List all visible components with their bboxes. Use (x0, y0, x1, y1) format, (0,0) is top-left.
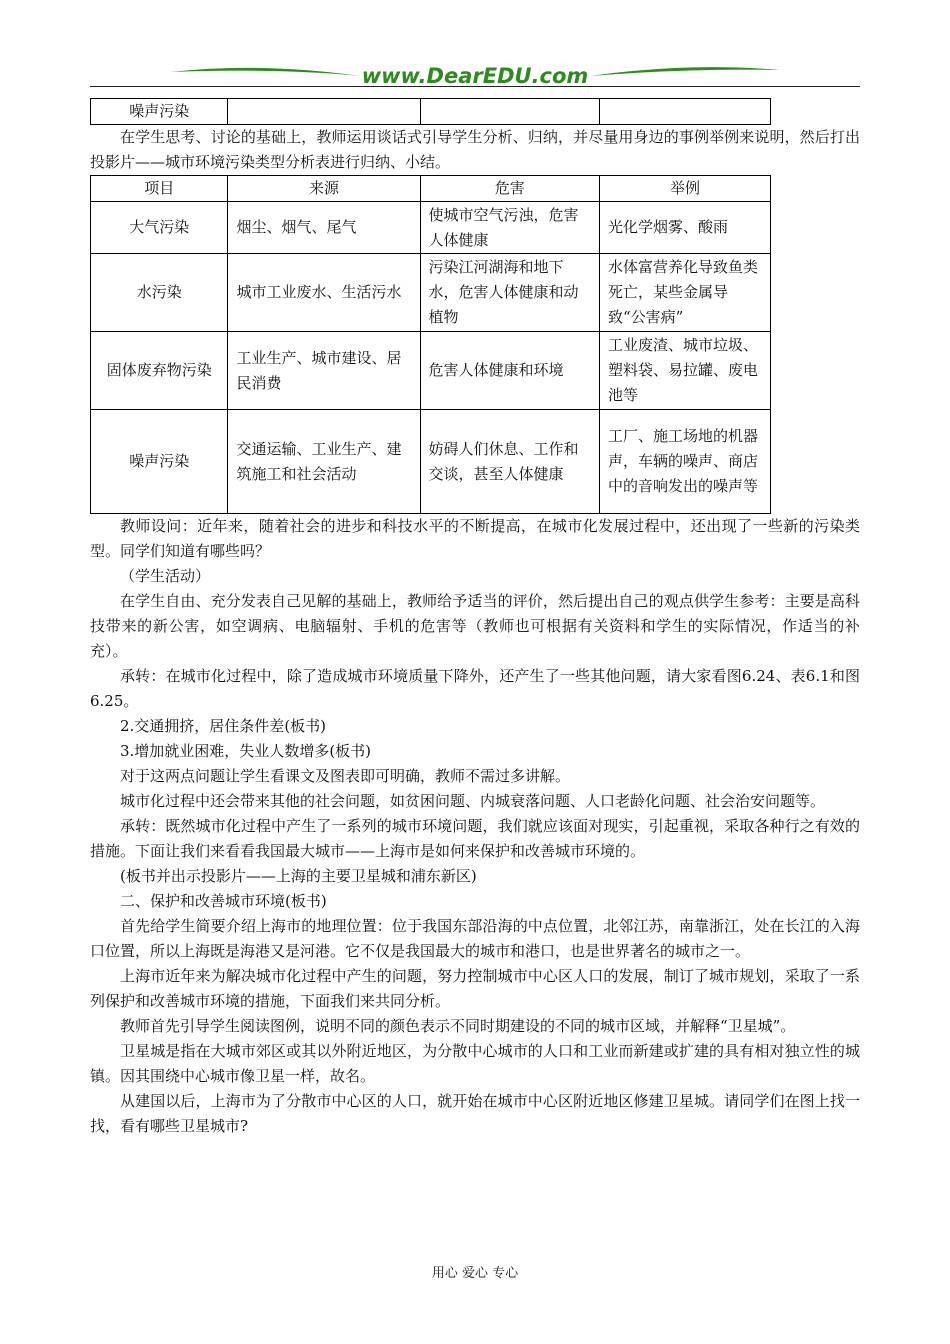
paragraph: 在学生思考、讨论的基础上，教师运用谈话式引导学生分析、归纳，并尽量用身边的事例举例来说明，然后打出投影片——城市环境污染类型分析表进行归纳、小结。 (90, 128, 860, 171)
lesson-paragraphs (90, 514, 860, 1139)
column-header: 来源 (228, 176, 420, 202)
table-header-row (91, 176, 771, 202)
table-row (91, 410, 771, 514)
paragraph: 承转：在城市化过程中，除了造成城市环境质量下降外，还产生了一些其他问题，请大家看图6.24、表6.1和图6.25。 (90, 667, 860, 710)
table-cell (228, 99, 420, 125)
column-header: 危害 (420, 176, 599, 202)
table-row (91, 254, 771, 332)
document-body (90, 98, 860, 1139)
table-cell-harm: 妨碍人们休息、工作和交谈，甚至人体健康 (420, 410, 599, 514)
header-divider (90, 86, 860, 87)
top-table-fragment (90, 98, 771, 125)
table-cell-source: 交通运输、工业生产、建筑施工和社会活动 (228, 410, 420, 514)
paragraph: 对于这两点问题让学生看课文及图表即可明确，教师不需过多讲解。 (120, 767, 571, 785)
table-cell-example: 工业废渣、城市垃圾、塑料袋、易拉罐、废电池等 (599, 332, 770, 410)
paragraph: 2.交通拥挤，居住条件差(板书) (120, 717, 327, 735)
column-header: 举例 (599, 176, 770, 202)
table-cell-item: 水污染 (91, 254, 228, 332)
table-cell-example: 水体富营养化导致鱼类死亡，某些金属导致“公害病” (599, 254, 770, 332)
site-logo-text[interactable]: www.DearEDU.com (361, 64, 589, 88)
table-cell-harm: 污染江河湖海和地下水，危害人体健康和动植物 (420, 254, 599, 332)
table-cell-example: 光化学烟雾、酸雨 (599, 202, 770, 254)
paragraph: 上海市近年来为解决城市化过程中产生的问题，努力控制城市中心区人口的发展，制订了城市规划，采取了一系列保护和改善城市环境的措施，下面我们来共同分析。 (90, 967, 860, 1010)
table-row (91, 332, 771, 410)
paragraph: 3.增加就业困难，失业人数增多(板书) (120, 742, 372, 760)
table-cell-item: 大气污染 (91, 202, 228, 254)
table-cell (599, 99, 770, 125)
paragraph: 二、保护和改善城市环境(板书) (120, 892, 327, 910)
table-cell-harm: 使城市空气污浊，危害人体健康 (420, 202, 599, 254)
table-row (91, 202, 771, 254)
table-cell-source: 工业生产、城市建设、居民消费 (228, 332, 420, 410)
table-cell-source: 城市工业废水、生活污水 (228, 254, 420, 332)
table-cell (420, 99, 599, 125)
paragraph: （学生活动） (120, 567, 211, 585)
paragraph: 城市化过程中还会带来其他的社会问题，如贫困问题、内城衰落问题、人口老龄化问题、社会治安问题等。 (120, 792, 826, 810)
paragraph: 承转：既然城市化过程中产生了一系列的城市环境问题，我们就应该面对现实，引起重视，采取各种行之有效的措施。下面让我们来看看我国最大城市——上海市是如何来保护和改善城市环境的。 (90, 817, 860, 860)
table-row (91, 99, 771, 125)
table-cell-harm: 危害人体健康和环境 (420, 332, 599, 410)
paragraph: 教师设问：近年来，随着社会的进步和科技水平的不断提高，在城市化发展过程中，还出现了一些新的污染类型。同学们知道有哪些吗？ (90, 517, 860, 560)
paragraph: 首先给学生简要介绍上海市的地理位置：位于我国东部沿海的中点位置，北邻江苏，南靠浙江，处在长江的入海口位置，所以上海既是海港又是河港。它不仅是我国最大的城市和港口，也是世界著名的城市之一。 (90, 917, 860, 960)
paragraph: 在学生自由、充分发表自己见解的基础上，教师给予适当的评价，然后提出自己的观点供学生参考：主要是高科技带来的新公害，如空调病、电脑辐射、手机的危害等（教师也可根据有关资料和学生的实际情况，作适当的补充）。 (90, 592, 860, 660)
table-cell-item: 固体废弃物污染 (91, 332, 228, 410)
column-header: 项目 (91, 176, 228, 202)
page-footer: 用心 爱心 专心 (431, 1266, 519, 1281)
paragraph: 卫星城是指在大城市郊区或其以外附近地区，为分散中心城市的人口和工业而新建或扩建的具有相对独立性的城镇。因其围绕中心城市像卫星一样，故名。 (90, 1042, 860, 1085)
intro-paragraphs (90, 125, 860, 175)
table-cell: 噪声污染 (91, 99, 228, 125)
paragraph: 从建国以后，上海市为了分散市中心区的人口，就开始在城市中心区附近地区修建卫星城。请同学们在图上找一找，看有哪些卫星城市? (90, 1092, 860, 1135)
pollution-analysis-table (90, 175, 771, 514)
table-cell-example: 工厂、施工场地的机器声，车辆的噪声、商店中的音响发出的噪声等 (599, 410, 770, 514)
paragraph: (板书并出示投影片——上海的主要卫星城和浦东新区) (120, 867, 477, 885)
table-cell-source: 烟尘、烟气、尾气 (228, 202, 420, 254)
table-cell-item: 噪声污染 (91, 410, 228, 514)
paragraph: 教师首先引导学生阅读图例，说明不同的颜色表示不同时期建设的不同的城市区域，并解释“卫星城”。 (120, 1017, 796, 1035)
